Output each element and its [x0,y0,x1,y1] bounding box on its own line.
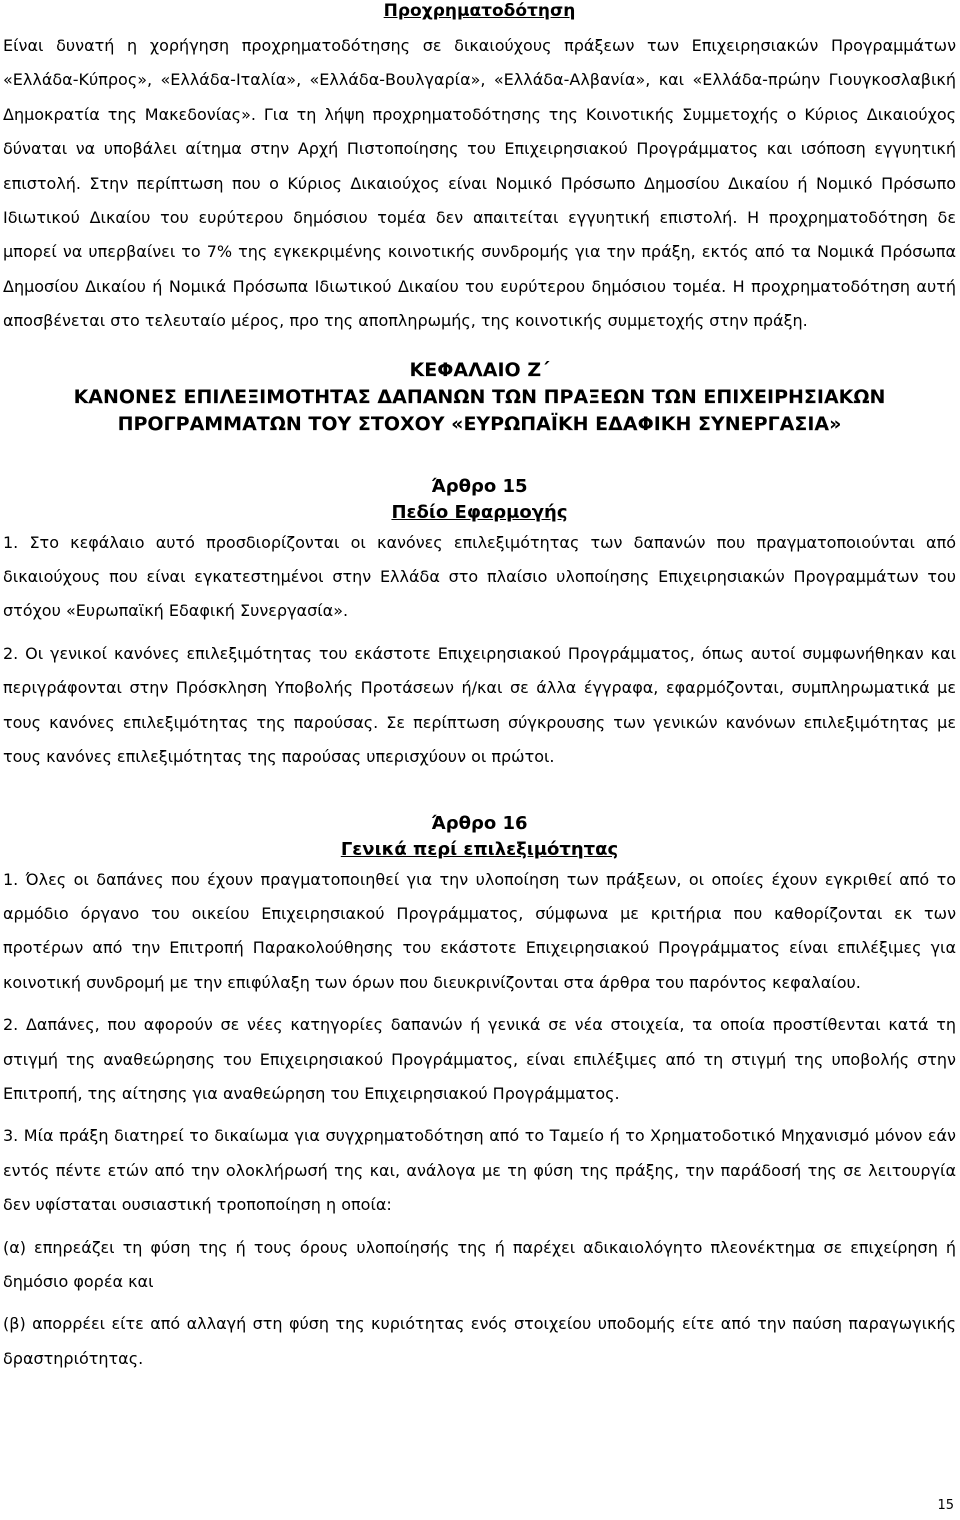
article-16-paragraph-1: 1. Όλες οι δαπάνες που έχουν πραγματοποιηθεί για την υλοποίηση των πράξεων, οι οποίες έχουν εγκριθεί από το αρμόδιο όργανο του οικείου Επιχειρησιακού Προγράμματος, σύμφωνα με κριτήρια που καθορίζονται εκ των προτέρων από την Επιτροπή Παρακολούθησης του εκάστοτε Επιχειρησιακού Προγράμματος είναι επιλέξιμες για κοινοτική συνδρομή με την επιφύλαξη των όρων που διευκρινίζονται στα άρθρα του παρόντος κεφαλαίου. [3,869,956,992]
chapter-title: ΚΕΦΑΛΑΙΟ Ζ΄ [409,358,550,381]
article-15-number: Άρθρο 15 [431,475,528,497]
article-16-paragraph-2: 2. Δαπάνες, που αφορούν σε νέες κατηγορίες δαπανών ή γενικά σε νέα στοιχεία, τα οποία προστίθενται κατά τη στιγμή της αναθεώρησης του Επιχειρησιακού Προγράμματος, είναι επιλέξιμες από τη στιγμή της υποβολής στην Επιτροπή, της αίτησης για αναθεώρηση του Επιχειρησιακού Προγράμματος. [3,1015,956,1103]
article-16-number: Άρθρο 16 [431,812,528,834]
article-16-paragraph-3: 3. Μία πράξη διατηρεί το δικαίωμα για συγχρηματοδότηση από το Ταμείο ή το Χρηματοδοτικό Μηχανισμό μόνον εάν εντός πέντε ετών από την ολοκλήρωσή της και, ανάλογα με τη φύση της πράξης, την παράδοσή της σε λειτουργία δεν υφίσταται ουσιαστική τροποποίηση η οποία: [3,1126,956,1215]
article-16-item-b: (β) απορρέει είτε από αλλαγή στη φύση της κυριότητας ενός στοιχείου υποδομής είτε από την παύση παραγωγικής δραστηριότητας. [3,1314,956,1368]
page-number: 15 [937,1498,954,1513]
article-16-title: Γενικά περί επιλεξιμότητας [340,838,619,860]
article-16-item-a: (α) επηρεάζει τη φύση της ή τους όρους υλοποίησής της ή παρέχει αδικαιολόγητο πλεονέκτημα σε επιχείρηση ή δημόσιο φορέα και [3,1237,956,1291]
article-15-paragraph-1: 1. Στο κεφάλαιο αυτό προσδιορίζονται οι κανόνες επιλεξιμότητας των δαπανών που πραγματοποιούνται από δικαιούχους που είναι εγκατεστημένοι στην Ελλάδα στο πλαίσιο υλοποίησης Επιχειρησιακών Προγραμμάτων του στόχου «Ευρωπαϊκή Εδαφική Συνεργασία». [3,532,956,621]
page-content [3,0,956,1376]
chapter-heading-line-2: ΠΡΟΓΡΑΜΜΑΤΩΝ ΤΟΥ ΣΤΟΧΟΥ «ΕΥΡΩΠΑΪΚΗ ΕΔΑΦΙΚΗ ΣΥΝΕΡΓΑΣΙΑ» [117,412,842,435]
chapter-heading-line-1: ΚΑΝΟΝΕΣ ΕΠΙΛΕΞΙΜΟΤΗΤΑΣ ΔΑΠΑΝΩΝ ΤΩΝ ΠΡΑΞΕΩΝ ΤΩΝ ΕΠΙΧΕΙΡΗΣΙΑΚΩΝ [73,385,886,408]
prefinancing-paragraph: Είναι δυνατή η χορήγηση προχρηματοδότησης σε δικαιούχους πράξεων των Επιχειρησιακών Προγραμμάτων «Ελλάδα-Κύπρος», «Ελλάδα-Ιταλία», «Ελλάδα-Βουλγαρία», «Ελλάδα-Αλβανία», και «Ελλάδα-πρώην Γιουγκοσλαβική Δημοκρατία της Μακεδονίας». Για τη λήψη προχρηματοδότησης της Κοινοτικής Συμμετοχής ο Κύριος Δικαιούχος δύναται να υποβάλει αίτημα στην Αρχή Πιστοποίησης του Επιχειρησιακού Προγράμματος και ισόποση εγγυητική επιστολή. Στην περίπτωση που ο Κύριος Δικαιούχος είναι Νομικό Πρόσωπο Δημοσίου Δικαίου ή Νομικό Πρόσωπο Ιδιωτικού Δικαίου του ευρύτερου δημόσιου τομέα δεν απαιτείται εγγυητική επιστολή. Η προχρηματοδότηση δε μπορεί να υπερβαίνει το 7% της εγκεκριμένης κοινοτικής συνδρομής για την πράξη, εκτός από τα Νομικά Πρόσωπα Δημοσίου Δικαίου ή Νομικά Πρόσωπα Ιδιωτικού Δικαίου του ευρύτερου δημόσιου τομέα. Η προχρηματοδότηση αυτή αποσβένεται στο τελευταίο μέρος, προ της αποπληρωμής, της κοινοτικής συμμετοχής στην πράξη. [3,36,956,331]
article-15-title: Πεδίο Εφαρμογής [391,501,568,523]
chapter-heading [3,384,956,438]
section-heading-prefinancing: Προχρηματοδότηση [383,1,576,21]
article-15-paragraph-2: 2. Οι γενικοί κανόνες επιλεξιμότητας του εκάστοτε Επιχειρησιακού Προγράμματος, όπως αυτοί συμφωνήθηκαν και περιγράφονται στην Πρόσκληση Υποβολής Προτάσεων ή/και σε άλλα έγγραφα, εφαρμόζονται, συμπληρωματικά με τους κανόνες επιλεξιμότητας της παρούσας. Σε περίπτωση σύγκρουσης των γενικών κανόνων επιλεξιμότητας με τους κανόνες επιλεξιμότητας της παρούσας υπερισχύουν οι πρώτοι. [3,643,956,767]
